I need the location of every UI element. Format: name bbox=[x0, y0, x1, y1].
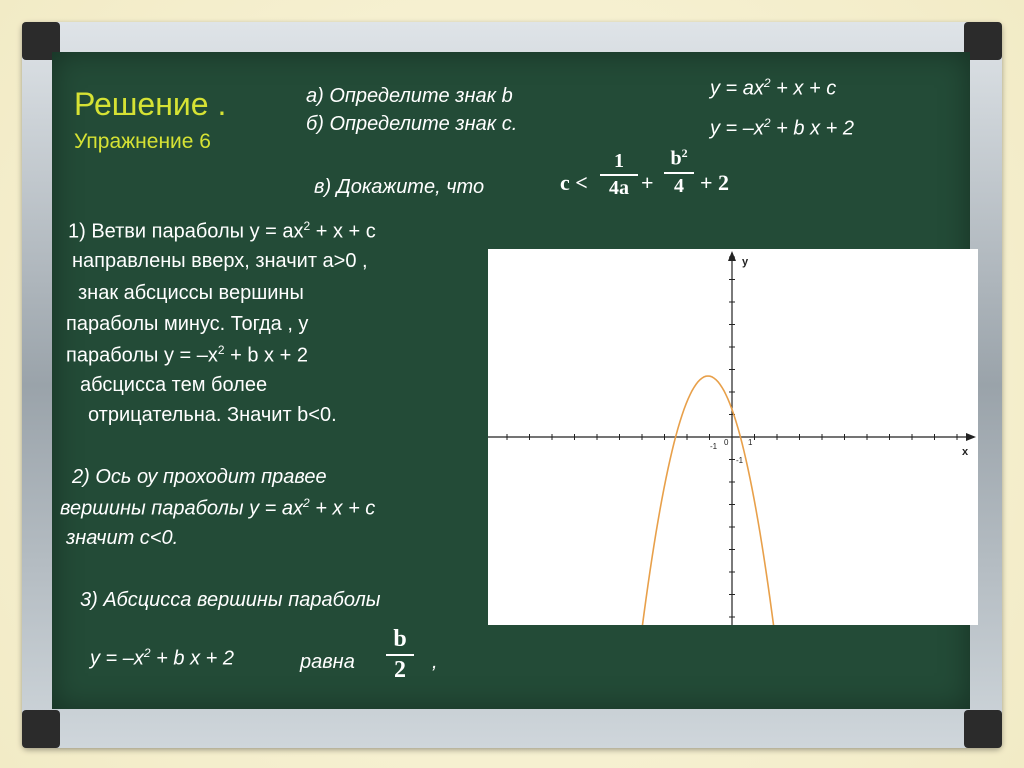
y-axis-label: y bbox=[742, 256, 749, 268]
inequality-tail: + 2 bbox=[700, 170, 730, 195]
page-subtitle: Упражнение 6 bbox=[74, 130, 211, 153]
x-axis-label: x bbox=[962, 446, 969, 458]
frame-corner-bottom-right bbox=[964, 710, 1002, 748]
solution-comma: , bbox=[432, 651, 438, 673]
frame-corner-bottom-left bbox=[22, 710, 60, 748]
vertex-fraction: b 2 bbox=[386, 626, 414, 684]
parabola-curve bbox=[638, 376, 782, 625]
inequality-fraction-2: $b^2$ 4 bbox=[664, 146, 694, 198]
solution-line-9: вершины параболы $y = ax^2 + x + c$ bbox=[60, 496, 376, 520]
solution-line-1: 1) Ветви параболы $y = ax^2 + x + c$ bbox=[68, 219, 376, 243]
inequality-fraction-1: 1 4a bbox=[600, 150, 638, 200]
solution-line-3: знак абсциссы вершины bbox=[78, 282, 304, 304]
inequality-lhs: c < bbox=[560, 170, 588, 195]
y-axis-arrow-icon bbox=[728, 251, 736, 261]
graph-svg bbox=[488, 249, 978, 625]
solution-line-2: направлены вверх, значит a>0 , bbox=[72, 250, 368, 272]
task-a: а) Определите знак b bbox=[306, 85, 513, 107]
tick-label-y-neg1: -1 bbox=[736, 456, 744, 465]
solution-line-8: 2) Ось оу проходит правее bbox=[72, 466, 327, 488]
solution-line-5: параболы $y = -x^2 + b$ x + 2 bbox=[66, 343, 308, 367]
tick-label-origin: 0 bbox=[724, 438, 729, 447]
solution-equals-word: равна bbox=[300, 651, 355, 673]
task-b: б) Определите знак с. bbox=[306, 113, 518, 135]
solution-line-4: параболы минус. Тогда , у bbox=[66, 313, 309, 335]
solution-line-11: 3) Абсцисса вершины параболы bbox=[80, 589, 381, 611]
task-c: в) Докажите, что bbox=[314, 176, 485, 198]
x-axis-arrow-icon bbox=[966, 433, 976, 441]
page-title: Решение . bbox=[74, 86, 227, 122]
tick-label-x-pos1: 1 bbox=[748, 438, 753, 447]
formula-2: $y = -x^2 + b$ x + 2 bbox=[710, 116, 854, 140]
solution-line-12: $y = -x^2 + b$ x + 2 bbox=[90, 646, 234, 670]
inequality-plus: + bbox=[641, 170, 654, 195]
solution-line-10: значит c<0. bbox=[66, 527, 179, 549]
parabola-graph bbox=[488, 249, 978, 625]
formula-1: $y = ax^2 + x + c$ bbox=[710, 76, 837, 100]
solution-line-7: отрицательна. Значит b<0. bbox=[88, 404, 337, 426]
solution-line-6: абсцисса тем более bbox=[80, 374, 268, 396]
tick-label-x-neg1: -1 bbox=[710, 442, 718, 451]
